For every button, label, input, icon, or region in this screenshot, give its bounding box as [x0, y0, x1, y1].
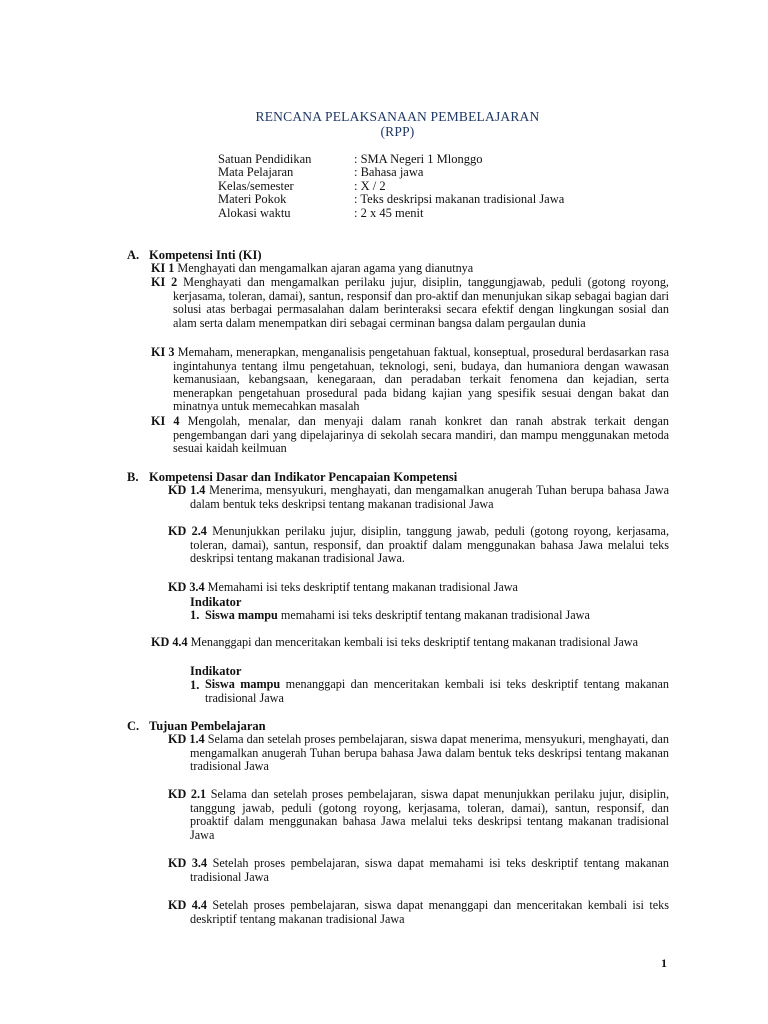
- page-number: 1: [661, 956, 667, 970]
- section-a-title: Kompetensi Inti (KI): [149, 248, 262, 262]
- identity-label: Kelas/semester: [218, 179, 294, 193]
- identity-value: : 2 x 45 menit: [354, 206, 424, 220]
- document-title: RENCANA PELAKSANAAN PEMBELAJARAN: [255, 109, 540, 124]
- tujuan-kd-1-4: [168, 732, 669, 774]
- kd-text: Selama dan setelah proses pembelajaran, siswa dapat menerima, mensyukuri, menghayati, dan mengamalkan anugerah Tuhan berupa bahasa Jawa dalam bentuk teks deskripsi tentang makanan tradisional Jawa: [190, 732, 669, 774]
- kd-1-4: [168, 483, 669, 511]
- identity-label: Alokasi waktu: [218, 206, 291, 220]
- identity-value: : Bahasa jawa: [354, 165, 424, 179]
- kd-text: Menerima, mensyukuri, menghayati, dan mengamalkan anugerah Tuhan berupa bahasa Jawa dalam bentuk teks deskripsi tentang makanan tradisional Jawa: [190, 483, 669, 511]
- kd-code: KD 2.1: [168, 787, 207, 801]
- kd-text: Menanggapi dan menceritakan kembali isi teks deskriptif tentang makanan tradisional Jawa: [187, 635, 639, 649]
- section-c-title: Tujuan Pembelajaran: [149, 719, 266, 733]
- ki-text: Menghayati dan mengamalkan perilaku jujur, disiplin, tanggungjawab, peduli (gotong royong, kerjasama, toleran, damai), santun, responsif dan pro-aktif dan menunjukan sikap sebagai bagian dari solusi atas berbagai permasalahan dalam berinteraksi secara efektif dengan lingkungan sosial dan alam serta dalam menempatkan diri sebagai cerminan bangsa dalam pergaulan dunia: [173, 275, 669, 330]
- identity-label: Materi Pokok: [218, 192, 287, 206]
- indicator-number: 1.: [190, 678, 200, 692]
- kd-code: KD 4.4: [168, 898, 207, 912]
- ki-3: [151, 345, 669, 414]
- indicator-item: [205, 678, 669, 705]
- kd-text: Selama dan setelah proses pembelajaran, siswa dapat menunjukkan perilaku jujur, disiplin, tanggung jawab, peduli (gotong royong, kerjasama, toleran, damai), santun, responsif, dan proaktif dalam menggunakan bahasa Jawa melalui teks deskripsi tentang makanan tradisional Jawa: [190, 787, 670, 842]
- ki-code: KI 1: [151, 261, 175, 275]
- kd-text: Setelah proses pembelajaran, siswa dapat memahami isi teks deskriptif tentang makanan tradisional Jawa: [190, 856, 670, 884]
- kd-text: Memahami isi teks deskriptif tentang makanan tradisional Jawa: [204, 580, 518, 594]
- kd-3-4: [168, 580, 669, 595]
- identity-label: Satuan Pendidikan: [218, 152, 312, 166]
- ki-4: [151, 414, 669, 456]
- section-b-letter: B.: [127, 470, 139, 484]
- indicator-bold: Siswa mampu: [205, 677, 281, 691]
- ki-text: Memaham, menerapkan, menganalisis pengetahuan faktual, konseptual, prosedural berdasarkan rasa ingintahunya tentang ilmu pengetahuan, teknologi, seni, budaya, dan humaniora dengan wawasan kemanusiaan, kebangsaan, kenegaraan, dan peradaban terkait fenomena dan kejadian, serta menerapkan pengetahuan prosedural pada bidang kajian yang spesifik sesuai dengan bakat dan minatnya untuk memecahkan masalah: [173, 345, 669, 414]
- indicator-label: Indikator: [190, 595, 242, 609]
- section-a-letter: A.: [127, 248, 140, 262]
- identity-value: : SMA Negeri 1 Mlonggo: [354, 152, 483, 166]
- indicator-label: Indikator: [190, 664, 242, 678]
- ki-text: Mengolah, menalar, dan menyaji dalam ranah konkret dan ranah abstrak terkait dengan pengembangan dari yang dipelajarinya di sekolah secara mandiri, dan mampu menggunakan metoda sesuai kaidah keilmuan: [173, 414, 669, 456]
- indicator-text: menanggapi dan menceritakan kembali isi teks deskriptif tentang makanan tradisional Jawa: [205, 677, 669, 705]
- indicator-number: 1.: [190, 608, 200, 622]
- ki-code: KI 4: [151, 414, 180, 428]
- kd-code: KD 4.4: [151, 635, 188, 649]
- section-b-title: Kompetensi Dasar dan Indikator Pencapaian Kompetensi: [149, 470, 458, 484]
- kd-code: KD 1.4: [168, 483, 206, 497]
- kd-code: KD 1.4: [168, 732, 205, 746]
- ki-1: [151, 261, 669, 276]
- ki-2: [151, 275, 669, 330]
- indicator-bold: Siswa mampu: [205, 608, 278, 622]
- kd-text: Menunjukkan perilaku jujur, disiplin, tanggung jawab, peduli (gotong royong, kerjasama, toleran, damai), santun, responsif, dan proaktif dalam menggunakan bahasa Jawa melalui teks deskripsi tentang makanan tradisional Jawa.: [190, 524, 669, 566]
- indicator-item: [205, 609, 669, 623]
- ki-text: Menghayati dan mengamalkan ajaran agama yang dianutnya: [174, 261, 474, 275]
- kd-code: KD 2.4: [168, 524, 207, 538]
- identity-value: : Teks deskripsi makanan tradisional Jawa: [354, 192, 565, 206]
- ki-code: KI 2: [151, 275, 178, 289]
- document-subtitle: (RPP): [380, 124, 415, 139]
- identity-value: : X / 2: [354, 179, 386, 193]
- ki-code: KI 3: [151, 345, 175, 359]
- indicator-text: memahami isi teks deskriptif tentang makanan tradisional Jawa: [277, 608, 590, 622]
- kd-text: Setelah proses pembelajaran, siswa dapat menanggapi dan menceritakan kembali isi teks deskriptif tentang makanan tradisional Jawa: [190, 898, 670, 926]
- tujuan-kd-3-4: [168, 856, 670, 884]
- kd-code: KD 3.4: [168, 580, 205, 594]
- identity-label: Mata Pelajaran: [218, 165, 294, 179]
- section-c-letter: C.: [127, 719, 140, 733]
- kd-4-4: [151, 635, 669, 650]
- tujuan-kd-4-4: [168, 898, 670, 926]
- tujuan-kd-2-1: [168, 787, 670, 842]
- kd-code: KD 3.4: [168, 856, 208, 870]
- kd-2-4: [168, 524, 669, 566]
